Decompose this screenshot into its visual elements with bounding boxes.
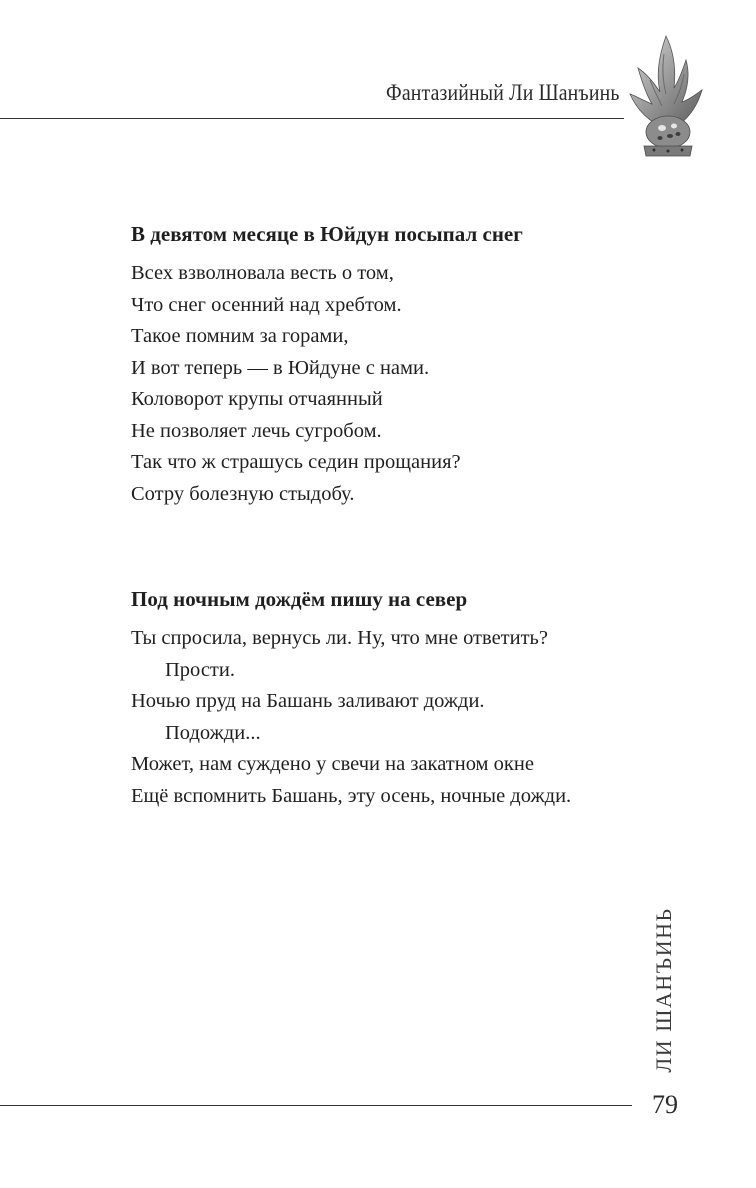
poem-title: Под ночным дождём пишу на север — [131, 587, 468, 611]
header-title: Фантазийный Ли Шанъинь — [386, 80, 620, 105]
poem-line: Коловорот крупы отчаянный — [131, 388, 383, 410]
poem-line: Сотру болезную стыдобу. — [131, 482, 355, 505]
poem-line: Такое помним за горами, — [131, 325, 349, 347]
poem-line: Всех взволновала весть о том, — [131, 262, 394, 284]
poem-line: Ещё вспомнить Башань, эту осень, ночные дожди. — [131, 784, 572, 807]
poem-line: Может, нам суждено у свечи на закатном окне — [131, 753, 534, 775]
poem-line: И вот теперь — в Юйдуне с нами. — [131, 356, 430, 379]
poem-line: Не позволяет лечь сугробом. — [131, 419, 382, 442]
flame-dragon-statue-icon — [628, 34, 708, 158]
poem-2 — [131, 587, 571, 812]
poem-line: Что снег осенний над хребтом. — [131, 293, 402, 316]
page-number: 79 — [652, 1090, 678, 1119]
footer-rule — [0, 1105, 632, 1106]
poem-line: Так что ж страшусь седин прощания? — [131, 451, 461, 473]
side-author-label — [642, 907, 686, 1073]
header-rule — [0, 118, 624, 119]
side-author-text: ЛИ ШАНЪИНЬ — [651, 907, 676, 1073]
poem-line-indented: Прости. — [165, 658, 235, 681]
poem-line-indented: Подожди... — [165, 721, 261, 744]
poem-1 — [131, 222, 523, 510]
poem-line: Ты спросила, вернусь ли. Ну, что мне ответить? — [131, 627, 549, 649]
poem-line: Ночью пруд на Башань заливают дожди. — [131, 690, 485, 712]
poem-title: В девятом месяце в Юйдун посыпал снег — [131, 222, 523, 246]
